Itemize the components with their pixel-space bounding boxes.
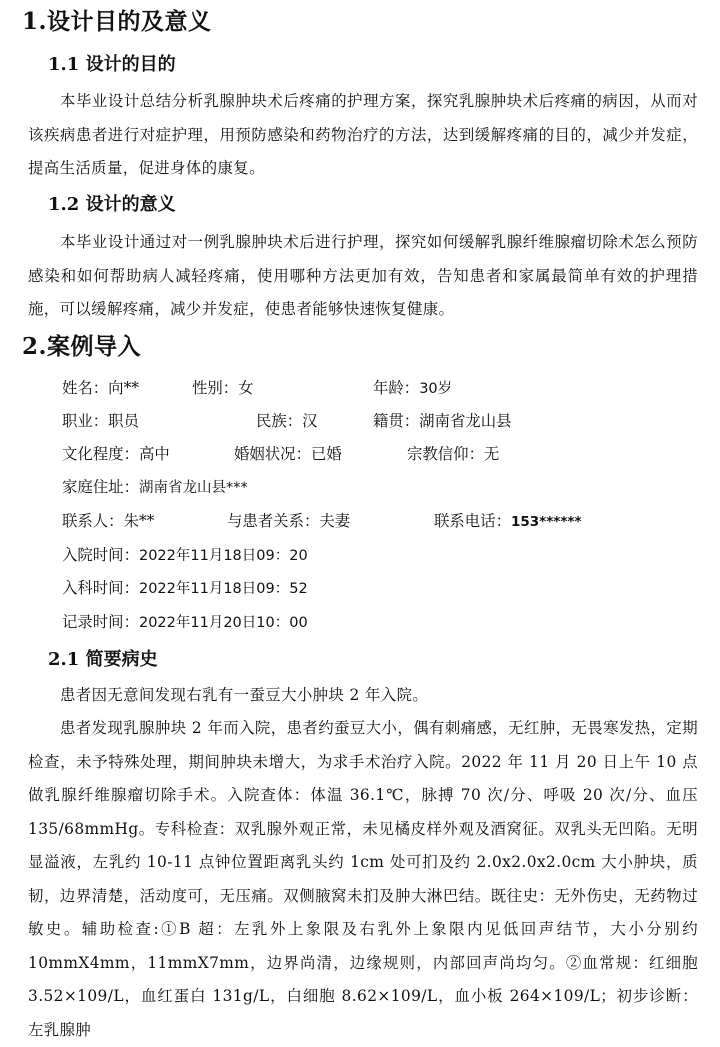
record-time — [62, 610, 308, 635]
admission-time — [62, 543, 308, 568]
patient-age-value: 30岁 — [419, 381, 453, 397]
patient-gender: 性别：女 — [192, 379, 254, 397]
section-1-1-heading: 1.1 设计的目的 — [48, 54, 176, 75]
address-label: 家庭住址： — [62, 478, 139, 496]
patient-native-place: 籍贯：湖南省龙山县 — [373, 412, 512, 430]
department-value: 2022年11月18日09：52 — [138, 581, 308, 597]
contact-phone — [434, 509, 582, 534]
history-intro: 患者因无意间发现右乳有一蚕豆大小肿块 2 年入院。 — [60, 686, 429, 704]
patient-age-label: 年龄： — [373, 379, 420, 397]
patient-address — [62, 475, 248, 500]
patient-name: 姓名：向** — [62, 379, 139, 397]
record-value: 2022年11月20日10：00 — [138, 615, 308, 631]
patient-education: 文化程度：高中 — [62, 445, 170, 463]
admission-value: 2022年11月18日09：20 — [138, 548, 308, 564]
patient-occupation: 职业：职员 — [62, 412, 139, 430]
department-label: 入科时间： — [62, 579, 139, 597]
contact-person: 联系人：朱** — [62, 512, 155, 530]
section-1-2-paragraph: 本毕业设计通过对一例乳腺肿块术后进行护理，探究如何缓解乳腺纤维腺瘤切除术怎么预防感染和如何帮助病人减轻疼痛，使用哪种方法更加有效，告知患者和家属最简单有效的护理措施，可以缓解疼痛，减少并发症，使患者能够快速恢复健康。 — [28, 233, 698, 318]
patient-marital: 婚姻状况：已婚 — [234, 445, 342, 463]
phone-value: 153****** — [510, 514, 582, 530]
section-1-1-paragraph: 本毕业设计总结分析乳腺肿块术后疼痛的护理方案，探究乳腺肿块术后疼痛的病因，从而对该疾病患者进行对症护理，用预防感染和药物治疗的方法，达到缓解疼痛的目的，减少并发症，提高生活质量，促进身体的康复。 — [28, 92, 698, 177]
address-value: 湖南省龙山县*** — [138, 480, 248, 496]
section-1-heading: 1.设计目的及意义 — [22, 8, 212, 35]
section-2-1-heading: 2.1 简要病史 — [48, 649, 158, 670]
patient-age — [373, 376, 452, 401]
department-time — [62, 576, 308, 601]
admission-label: 入院时间： — [62, 546, 139, 564]
section-2-heading: 2.案例导入 — [22, 333, 142, 360]
patient-ethnicity: 民族：汉 — [256, 412, 318, 430]
patient-religion: 宗教信仰：无 — [407, 445, 500, 463]
history-detail: 患者发现乳腺肿块 2 年而入院，患者约蚕豆大小，偶有刺痛感，无红肿，无畏寒发热，定期检查，未予特殊处理，期间肿块未增大，为求手术治疗入院。2022 年 11 月 20 日上午 10 点做乳腺纤维腺瘤切除手术。入院查体：体温 36.1℃，脉搏 70 次/分、呼吸 20 次/分、血压 135/68mmHg。专科检查：双乳腺外观正常，未见橘皮样外观及酒窝征。双乳头无凹陷。无明显溢液，左乳约 10-11 点钟位置距离乳头约 1cm 处可扪及约 2.0x2.0x2.0cm 大小肿块，质韧，边界清楚，活动度可，无压痛。双侧腋窝未扪及肿大淋巴结。既往史：无外伤史，无药物过敏史。辅助检查:①B 超：左乳外上象限及右乳外上象限内见低回声结节，大小分别约 10mmX4mm，11mmX7mm，边界尚清，边缘规则，内部回声尚均匀。②血常规：红细胞 3.52×109/L，血红蛋白 131g/L，白细胞 8.62×109/L，血小板 264×109/L；初步诊断：左乳腺肿 — [28, 719, 698, 1039]
patient-info — [62, 376, 702, 646]
section-1-2-heading: 1.2 设计的意义 — [48, 194, 176, 215]
contact-relation: 与患者关系：夫妻 — [227, 512, 351, 530]
phone-label: 联系电话： — [434, 512, 511, 530]
record-label: 记录时间： — [62, 613, 139, 631]
